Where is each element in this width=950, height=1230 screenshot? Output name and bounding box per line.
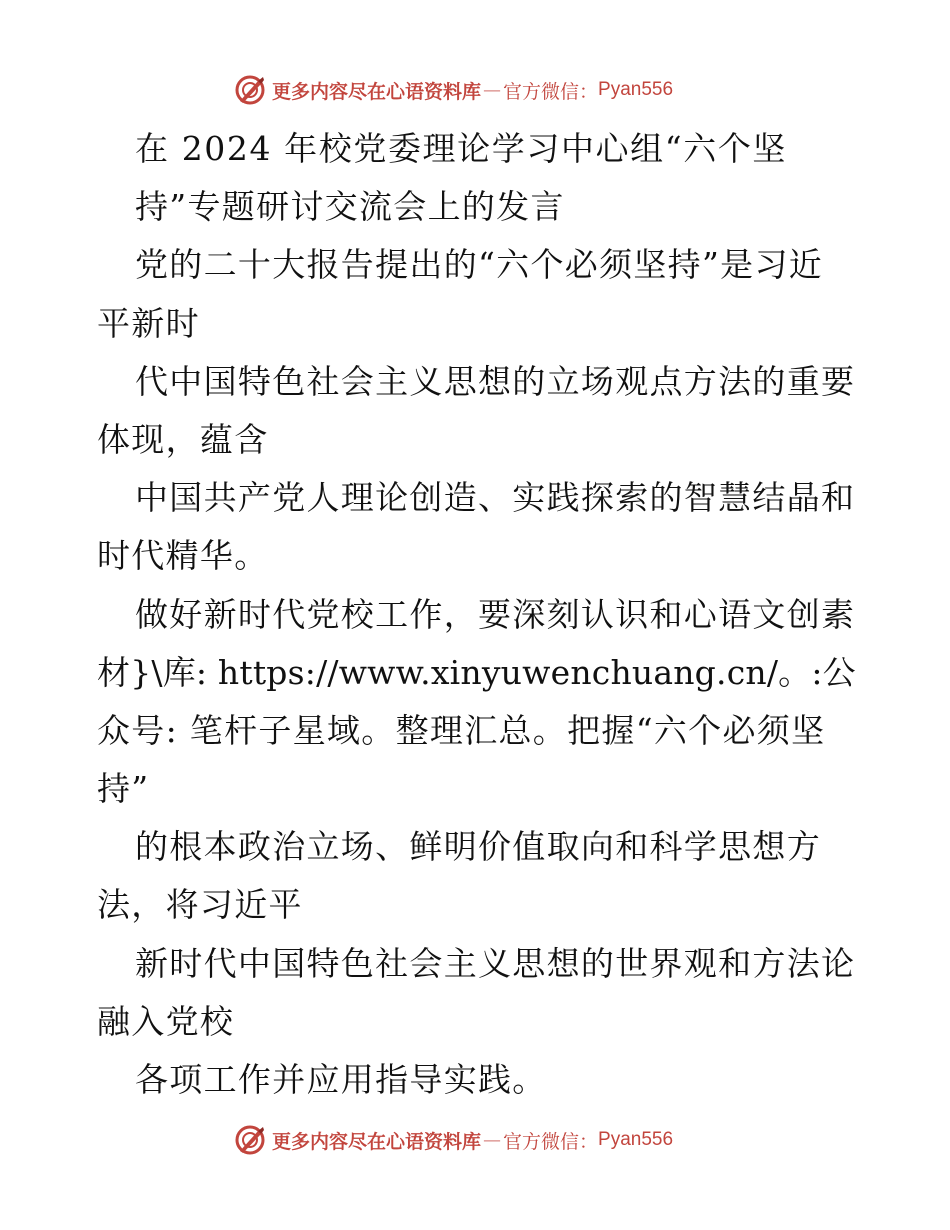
banner-main-text: 更多内容尽在心语资料库 [272, 1130, 482, 1153]
paragraph-line: 的根本政治立场、鲜明价值取向和科学思想方 [135, 827, 821, 867]
paragraph-line: 时代精华。 [97, 536, 269, 576]
paragraph-line: 法，将习近平 [97, 885, 303, 925]
header-watermark-banner [234, 73, 673, 107]
paragraph-line: 材}\库: https://www.xinyuwenchuang.cn/。:公 [97, 652, 856, 692]
banner-wechat-label: 官方微信： [503, 1130, 599, 1153]
footer-watermark-banner [234, 1123, 673, 1157]
paragraph-line: 代中国特色社会主义思想的立场观点方法的重要 [135, 361, 856, 401]
doc-title-line: 持”专题研讨交流会上的发言 [135, 187, 565, 227]
paragraph-line: 众号: 笔杆子星域。整理汇总。把握“六个必须坚 [97, 710, 826, 750]
paragraph-line: 平新时 [97, 303, 200, 343]
doc-title-line: 在 2024 年校党委理论学习中心组“六个坚 [135, 129, 788, 168]
paragraph-line: 体现，蕴含 [97, 419, 269, 459]
pen-logo-icon [234, 74, 266, 106]
banner-separator: — [483, 1129, 502, 1151]
document-body [97, 120, 857, 1109]
banner-wechat-id: Pyan556 [598, 79, 674, 100]
paragraph-line: 新时代中国特色社会主义思想的世界观和方法论 [135, 943, 856, 983]
paragraph-line: 持” [97, 769, 150, 809]
pen-logo-icon [234, 1124, 266, 1156]
banner-wechat-id: Pyan556 [598, 1129, 674, 1150]
banner-separator: — [483, 79, 502, 101]
banner-wechat-label: 官方微信： [503, 80, 599, 103]
paragraph-line: 各项工作并应用指导实践。 [135, 1060, 547, 1099]
paragraph-line: 中国共产党人理论创造、实践探索的智慧结晶和 [135, 478, 856, 518]
banner-main-text: 更多内容尽在心语资料库 [272, 80, 482, 103]
paragraph-line: 融入党校 [97, 1001, 235, 1041]
paragraph-line: 做好新时代党校工作，要深刻认识和心语文创素 [135, 594, 856, 634]
paragraph-line: 党的二十大报告提出的“六个必须坚持”是习近 [135, 245, 824, 285]
